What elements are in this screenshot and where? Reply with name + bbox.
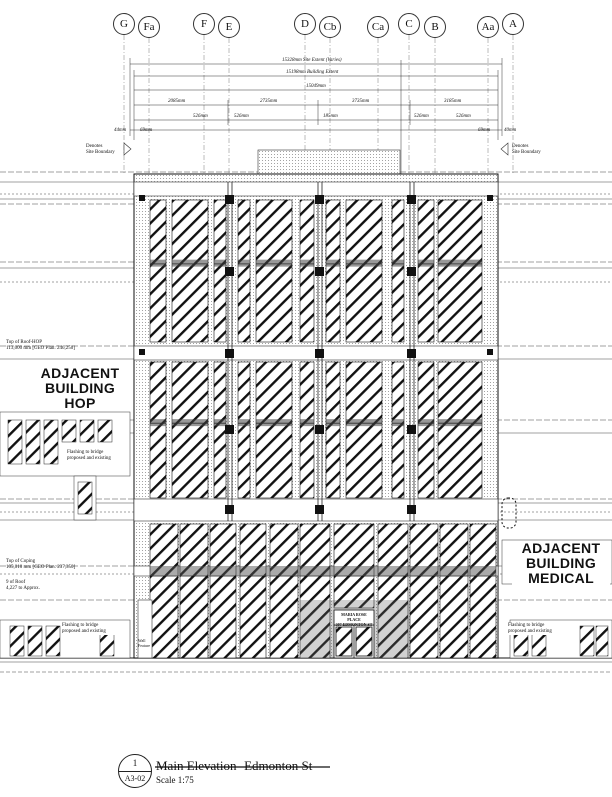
dim-sub-5: 526mm bbox=[456, 114, 471, 119]
dim-right-offset-1: 69mm bbox=[478, 128, 491, 133]
wall-feature-panel bbox=[138, 600, 152, 658]
column-block bbox=[315, 349, 324, 358]
spandrel-band bbox=[392, 419, 404, 426]
spandrel-band bbox=[214, 419, 226, 426]
window-pane bbox=[300, 200, 314, 342]
dim-left-offset-1: 44mm bbox=[114, 128, 127, 133]
adjacent-window bbox=[62, 420, 76, 442]
dim-sub-1: 526mm bbox=[193, 114, 208, 119]
adjacent-building-right-label: ADJACENT BUILDING MEDICAL bbox=[512, 541, 610, 586]
storefront-pane bbox=[270, 524, 298, 658]
dim-sub-2: 526mm bbox=[234, 114, 249, 119]
dim-overall: 15049mm bbox=[306, 84, 326, 89]
roof-level-note: Top of Roof-HOP 113,000 mm [GEO Plan: 246,250] bbox=[6, 340, 75, 351]
wall-feature-label: Wall Feature bbox=[138, 638, 150, 648]
window-pane bbox=[300, 362, 314, 498]
storefront-pane bbox=[440, 524, 468, 658]
sheet-number: A3-02 bbox=[124, 774, 146, 783]
storefront-pane bbox=[410, 524, 438, 658]
grid-bubble-a: A bbox=[502, 13, 524, 35]
corner-block bbox=[139, 195, 145, 201]
coping-level-note: Top of Coping 105,010 mm [GEO Plan: 237,350] bbox=[6, 559, 76, 570]
column-block bbox=[407, 505, 416, 514]
storefront-pane bbox=[150, 524, 178, 658]
grid-bubble-f: F bbox=[193, 13, 215, 35]
adjacent-window bbox=[98, 420, 112, 442]
spandrel-band bbox=[418, 419, 434, 426]
spandrel-band bbox=[300, 419, 314, 426]
dim-bay-4: 3185mm bbox=[444, 99, 462, 104]
corner-block bbox=[139, 349, 145, 355]
spandrel-band bbox=[172, 419, 208, 426]
detail-number: 1 bbox=[132, 758, 138, 768]
window-pane bbox=[392, 200, 404, 342]
flashing-note-left: Flashing to bridge proposed and existing bbox=[62, 623, 124, 635]
spandrel-band bbox=[438, 260, 482, 267]
storefront-pane bbox=[470, 524, 496, 658]
corner-block bbox=[487, 195, 493, 201]
detail-bubble bbox=[118, 754, 152, 788]
roof-parapet bbox=[258, 150, 400, 174]
window-pane bbox=[346, 200, 382, 342]
adjacent-window bbox=[78, 482, 92, 514]
adjacent-window bbox=[26, 420, 40, 464]
dim-sub-4: 526mm bbox=[414, 114, 429, 119]
adjacent-window bbox=[80, 420, 94, 442]
grid-bubble-ca: Ca bbox=[367, 16, 389, 38]
window-pane bbox=[214, 362, 226, 498]
dim-sub-3: 185mm bbox=[323, 114, 338, 119]
grid-bubble-c: C bbox=[398, 13, 420, 35]
storefront-pane bbox=[210, 524, 236, 658]
spandrel-band bbox=[214, 260, 226, 267]
dim-bay-1: 2085mm bbox=[168, 99, 186, 104]
drawing-title: Main Elevation- Edmonton St bbox=[156, 758, 313, 773]
column-block bbox=[315, 425, 324, 434]
window-pane bbox=[256, 362, 292, 498]
spandrel-band bbox=[238, 260, 250, 267]
flashing-note-upper: Flashing to bridge proposed and existing bbox=[67, 450, 127, 462]
column-block bbox=[407, 425, 416, 434]
grid-bubble-aa: Aa bbox=[477, 16, 499, 38]
spandrel-band bbox=[346, 260, 382, 267]
adjacent-window bbox=[10, 626, 24, 656]
adjacent-window bbox=[46, 626, 60, 656]
site-boundary-note-right: Denotes Site Boundary bbox=[512, 144, 541, 155]
column-block bbox=[225, 195, 234, 204]
spandrel-band bbox=[326, 260, 340, 267]
window-pane bbox=[346, 362, 382, 498]
spandrel-band bbox=[256, 419, 292, 426]
column-block bbox=[407, 195, 416, 204]
window-pane bbox=[418, 200, 434, 342]
window-pane bbox=[256, 200, 292, 342]
dim-bay-2: 2735mm bbox=[260, 99, 278, 104]
window-pane bbox=[392, 362, 404, 498]
window-pane bbox=[418, 362, 434, 498]
dim-left-offset-2: 69mm bbox=[140, 128, 153, 133]
column-block bbox=[407, 349, 416, 358]
storefront-pane bbox=[180, 524, 208, 658]
adjacent-window bbox=[44, 420, 58, 464]
window-pane bbox=[172, 200, 208, 342]
level-note: 9 of Roof 4,227 to Approx. bbox=[6, 580, 40, 591]
window-pane bbox=[214, 200, 226, 342]
window-pane bbox=[438, 362, 482, 498]
entrance-sign: MARIA ROSE PLACE 307 EDMONTON ST bbox=[335, 612, 373, 627]
spandrel-band bbox=[238, 419, 250, 426]
spandrel-band bbox=[346, 419, 382, 426]
dim-building-extent: 15198mm Building Extent bbox=[286, 70, 339, 75]
window-pane bbox=[326, 200, 340, 342]
drawing-scale: Scale 1:75 bbox=[156, 775, 194, 785]
spandrel-band bbox=[150, 419, 166, 426]
window-pane bbox=[150, 362, 166, 498]
grid-bubble-b: B bbox=[424, 16, 446, 38]
dim-bay-3: 3735mm bbox=[352, 99, 370, 104]
column-block bbox=[225, 505, 234, 514]
storefront-band bbox=[150, 566, 496, 576]
column-block bbox=[225, 425, 234, 434]
spandrel-band bbox=[392, 260, 404, 267]
dim-right-offset-2: 40mm bbox=[504, 128, 517, 133]
grid-bubble-e: E bbox=[218, 16, 240, 38]
adjacent-window bbox=[8, 420, 22, 464]
grid-bubble-fa: Fa bbox=[138, 16, 160, 38]
window-pane bbox=[150, 200, 166, 342]
spandrel-band bbox=[172, 260, 208, 267]
column-block bbox=[407, 267, 416, 276]
dim-site-extent: 15328mm Site Extent (Varies) bbox=[282, 58, 342, 63]
adjacent-window bbox=[596, 626, 608, 656]
column-block bbox=[225, 267, 234, 276]
spandrel-band bbox=[150, 260, 166, 267]
corner-block bbox=[487, 349, 493, 355]
grid-bubble-d: D bbox=[294, 13, 316, 35]
adjacent-window bbox=[28, 626, 42, 656]
column-block bbox=[315, 505, 324, 514]
column-block bbox=[315, 195, 324, 204]
window-pane bbox=[438, 200, 482, 342]
grid-bubble-cb: Cb bbox=[319, 16, 341, 38]
column-block bbox=[315, 267, 324, 276]
column-block bbox=[225, 349, 234, 358]
adjacent-building-left-label: ADJACENT BUILDING HOP bbox=[30, 366, 130, 411]
spandrel-band bbox=[418, 260, 434, 267]
adjacent-window bbox=[580, 626, 594, 656]
site-boundary-note-left: Denotes Site Boundary bbox=[86, 144, 115, 155]
window-pane bbox=[326, 362, 340, 498]
storefront-pane bbox=[240, 524, 266, 658]
window-pane bbox=[238, 200, 250, 342]
grid-bubble-g: G bbox=[113, 13, 135, 35]
flashing-note-right: Flashing to bridge proposed and existing bbox=[508, 623, 572, 635]
window-pane bbox=[238, 362, 250, 498]
spandrel-band bbox=[438, 419, 482, 426]
title-block bbox=[118, 754, 418, 788]
spandrel-band bbox=[326, 419, 340, 426]
spandrel-band bbox=[256, 260, 292, 267]
spandrel-band bbox=[300, 260, 314, 267]
window-pane bbox=[172, 362, 208, 498]
